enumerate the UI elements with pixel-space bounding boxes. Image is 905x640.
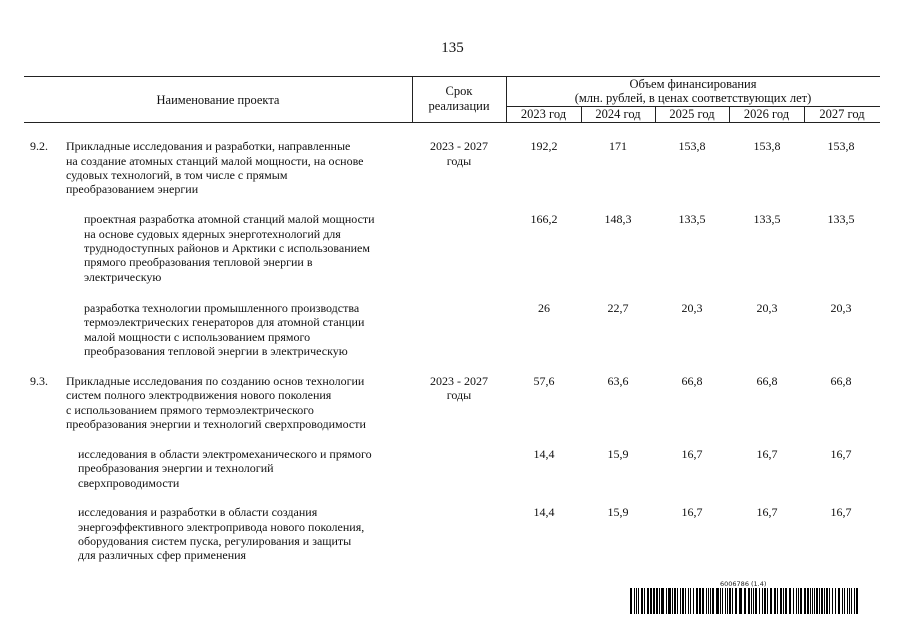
header-year: 2025 год bbox=[669, 107, 715, 121]
barcode-bar bbox=[785, 588, 787, 614]
barcode-bar bbox=[653, 588, 655, 614]
barcode-bar bbox=[764, 588, 766, 614]
row-value: 153,8 bbox=[827, 139, 855, 153]
barcode-bar bbox=[708, 588, 709, 614]
barcode-bar bbox=[690, 588, 691, 614]
row-value: 66,8 bbox=[756, 374, 778, 388]
barcode-bar bbox=[682, 588, 684, 614]
barcode-bar bbox=[826, 588, 828, 614]
row-value: 57,6 bbox=[533, 374, 555, 388]
row-value: 133,5 bbox=[753, 212, 781, 226]
row-name-line: преобразования тепловой энергии в электрическую bbox=[84, 344, 348, 358]
barcode-bar bbox=[810, 588, 811, 614]
header-year: 2023 год bbox=[520, 107, 567, 121]
barcode-bar bbox=[842, 588, 843, 614]
barcode-bar bbox=[636, 588, 637, 614]
row-name-line: на основе судовых ядерных энерготехнологий для bbox=[84, 227, 341, 241]
barcode-bar bbox=[668, 588, 671, 614]
barcode-bar bbox=[727, 588, 728, 614]
row-value: 133,5 bbox=[678, 212, 706, 226]
barcode-bar bbox=[849, 588, 850, 614]
barcode-bar bbox=[800, 588, 802, 614]
barcode-bar bbox=[753, 588, 754, 614]
barcode-bar bbox=[672, 588, 673, 614]
row-term: 2023 - 2027 bbox=[430, 374, 488, 388]
header-year: 2027 год bbox=[819, 107, 865, 121]
row-name-line: прямого преобразования тепловой энергии в bbox=[84, 255, 313, 269]
barcode-bar bbox=[796, 588, 797, 614]
barcode-bar bbox=[816, 588, 818, 614]
barcode-bar bbox=[674, 588, 676, 614]
row-name-line: малой мощности с использованием прямого bbox=[84, 330, 311, 344]
barcode-bar bbox=[829, 588, 830, 614]
barcode-bar bbox=[838, 588, 840, 614]
barcode-bar bbox=[819, 588, 820, 614]
row-name-line: труднодоступных районов и Арктики с использованием bbox=[84, 241, 370, 255]
row-value: 16,7 bbox=[830, 505, 852, 519]
row-value: 16,7 bbox=[756, 447, 778, 461]
barcode-bar bbox=[748, 588, 750, 614]
barcode-bar bbox=[851, 588, 852, 614]
barcode-bar bbox=[693, 588, 694, 614]
row-name-line: преобразования энергии и технологий bbox=[78, 461, 274, 475]
barcode-bar bbox=[832, 588, 833, 614]
barcode-bar bbox=[634, 588, 635, 614]
row-number: 9.2. bbox=[30, 139, 48, 153]
barcode-bar bbox=[699, 588, 701, 614]
row-name-line: судовых технологий, в том числе с прямым bbox=[66, 168, 288, 182]
row-value: 153,8 bbox=[753, 139, 781, 153]
row-value: 16,7 bbox=[681, 505, 703, 519]
row-value: 66,8 bbox=[681, 374, 703, 388]
row-name-line: преобразованием энергии bbox=[66, 182, 199, 196]
barcode-bar bbox=[735, 588, 737, 614]
barcode-label: 6006786 (1.4) bbox=[720, 580, 767, 588]
header-term-line2: реализации bbox=[428, 99, 490, 113]
row-value: 20,3 bbox=[681, 301, 703, 315]
barcode-bar bbox=[774, 588, 776, 614]
row-name-line: энергоэффективного электропривода нового поколения, bbox=[78, 520, 365, 534]
row-name-line: систем полного электродвижения нового поколения bbox=[66, 388, 332, 402]
barcode-bar bbox=[751, 588, 752, 614]
row-value: 14,4 bbox=[533, 447, 555, 461]
barcode-bar bbox=[677, 588, 678, 614]
row-name-line: сверхпроводимости bbox=[78, 476, 180, 490]
barcode-bar bbox=[835, 588, 836, 614]
row-name-line: Прикладные исследования и разработки, направленные bbox=[66, 139, 351, 153]
barcode bbox=[630, 588, 860, 614]
barcode-bar bbox=[696, 588, 698, 614]
row-value: 22,7 bbox=[607, 301, 629, 315]
row-name-line: проектная разработка атомной станций малой мощности bbox=[84, 212, 375, 226]
page-number: 135 bbox=[441, 40, 464, 56]
row-name-line: на создание атомных станций малой мощности, на основе bbox=[66, 154, 364, 168]
row-name-line: преобразования энергии и технологий сверхпроводимости bbox=[66, 417, 366, 431]
header-bottom-rule bbox=[24, 122, 880, 123]
row-value: 15,9 bbox=[607, 505, 629, 519]
header-project-name: Наименование проекта bbox=[156, 93, 280, 107]
barcode-bar bbox=[798, 588, 799, 614]
barcode-bar bbox=[804, 588, 806, 614]
barcode-bar bbox=[644, 588, 645, 614]
barcode-bar bbox=[706, 588, 707, 614]
barcode-bar bbox=[762, 588, 763, 614]
row-value: 133,5 bbox=[827, 212, 855, 226]
row-name-line: разработка технологии промышленного производства bbox=[84, 301, 360, 315]
barcode-bar bbox=[656, 588, 658, 614]
row-name-line: Прикладные исследования по созданию основ технологии bbox=[66, 374, 365, 388]
barcode-bar bbox=[814, 588, 815, 614]
barcode-bar bbox=[666, 588, 667, 614]
barcode-bar bbox=[793, 588, 794, 614]
row-value: 148,3 bbox=[604, 212, 632, 226]
row-value: 20,3 bbox=[756, 301, 778, 315]
barcode-bar bbox=[824, 588, 825, 614]
row-value: 16,7 bbox=[681, 447, 703, 461]
row-value: 16,7 bbox=[756, 505, 778, 519]
barcode-bar bbox=[641, 588, 643, 614]
barcode-bar bbox=[856, 588, 858, 614]
barcode-bar bbox=[744, 588, 746, 614]
row-number: 9.3. bbox=[30, 374, 48, 388]
header-year: 2026 год bbox=[743, 107, 790, 121]
barcode-bar bbox=[783, 588, 784, 614]
header-term-line1: Срок bbox=[445, 84, 473, 98]
barcode-bar bbox=[630, 588, 632, 614]
row-name-line: термоэлектрических генераторов для атомной станции bbox=[84, 315, 365, 329]
barcode-bar bbox=[722, 588, 723, 614]
barcode-bar bbox=[725, 588, 726, 614]
row-term: годы bbox=[446, 154, 472, 168]
row-name-line: электрическую bbox=[84, 270, 162, 284]
barcode-bar bbox=[767, 588, 768, 614]
row-value: 171 bbox=[609, 139, 627, 153]
barcode-bar bbox=[854, 588, 855, 614]
row-name-line: оборудования систем пуска, регулирования и защиты bbox=[78, 534, 352, 548]
row-value: 63,6 bbox=[607, 374, 629, 388]
barcode-bar bbox=[712, 588, 714, 614]
barcode-bar bbox=[807, 588, 809, 614]
row-name-line: исследования в области электромеханического и прямого bbox=[78, 447, 372, 461]
barcode-bar bbox=[710, 588, 711, 614]
barcode-bar bbox=[739, 588, 742, 614]
row-term: 2023 - 2027 bbox=[430, 139, 488, 153]
barcode-bar bbox=[821, 588, 823, 614]
barcode-bar bbox=[647, 588, 649, 614]
barcode-bar bbox=[702, 588, 704, 614]
row-value: 192,2 bbox=[530, 139, 558, 153]
barcode-bar bbox=[844, 588, 845, 614]
barcode-bar bbox=[789, 588, 791, 614]
header-year: 2024 год bbox=[595, 107, 641, 121]
row-value: 14,4 bbox=[533, 505, 555, 519]
barcode-bar bbox=[659, 588, 660, 614]
row-value: 16,7 bbox=[830, 447, 852, 461]
barcode-bar bbox=[685, 588, 686, 614]
row-value: 15,9 bbox=[607, 447, 629, 461]
row-name-line: исследования и разработки в области создания bbox=[78, 505, 318, 519]
row-value: 20,3 bbox=[830, 301, 852, 315]
barcode-bar bbox=[720, 588, 721, 614]
row-value: 166,2 bbox=[530, 212, 558, 226]
barcode-bar bbox=[777, 588, 778, 614]
row-value: 66,8 bbox=[830, 374, 852, 388]
row-value: 153,8 bbox=[678, 139, 706, 153]
barcode-bar bbox=[650, 588, 652, 614]
barcode-bar bbox=[688, 588, 689, 614]
barcode-bar bbox=[661, 588, 664, 614]
barcode-bar bbox=[847, 588, 848, 614]
barcode-bar bbox=[729, 588, 731, 614]
barcode-bar bbox=[759, 588, 760, 614]
row-term: годы bbox=[446, 388, 472, 402]
barcode-bar bbox=[638, 588, 639, 614]
barcode-bar bbox=[812, 588, 813, 614]
row-name-line: для различных сфер применения bbox=[78, 548, 247, 562]
barcode-bar bbox=[780, 588, 782, 614]
header-funding-line1: Объем финансирования bbox=[629, 77, 757, 91]
barcode-bar bbox=[770, 588, 772, 614]
barcode-bar bbox=[680, 588, 681, 614]
barcode-bar bbox=[732, 588, 733, 614]
row-value: 26 bbox=[538, 301, 550, 315]
header-funding-line2: (млн. рублей, в ценах соответствующих лет) bbox=[574, 91, 812, 105]
barcode-bar bbox=[755, 588, 757, 614]
row-name-line: с использованием прямого термоэлектрического bbox=[66, 403, 314, 417]
barcode-bar bbox=[716, 588, 719, 614]
